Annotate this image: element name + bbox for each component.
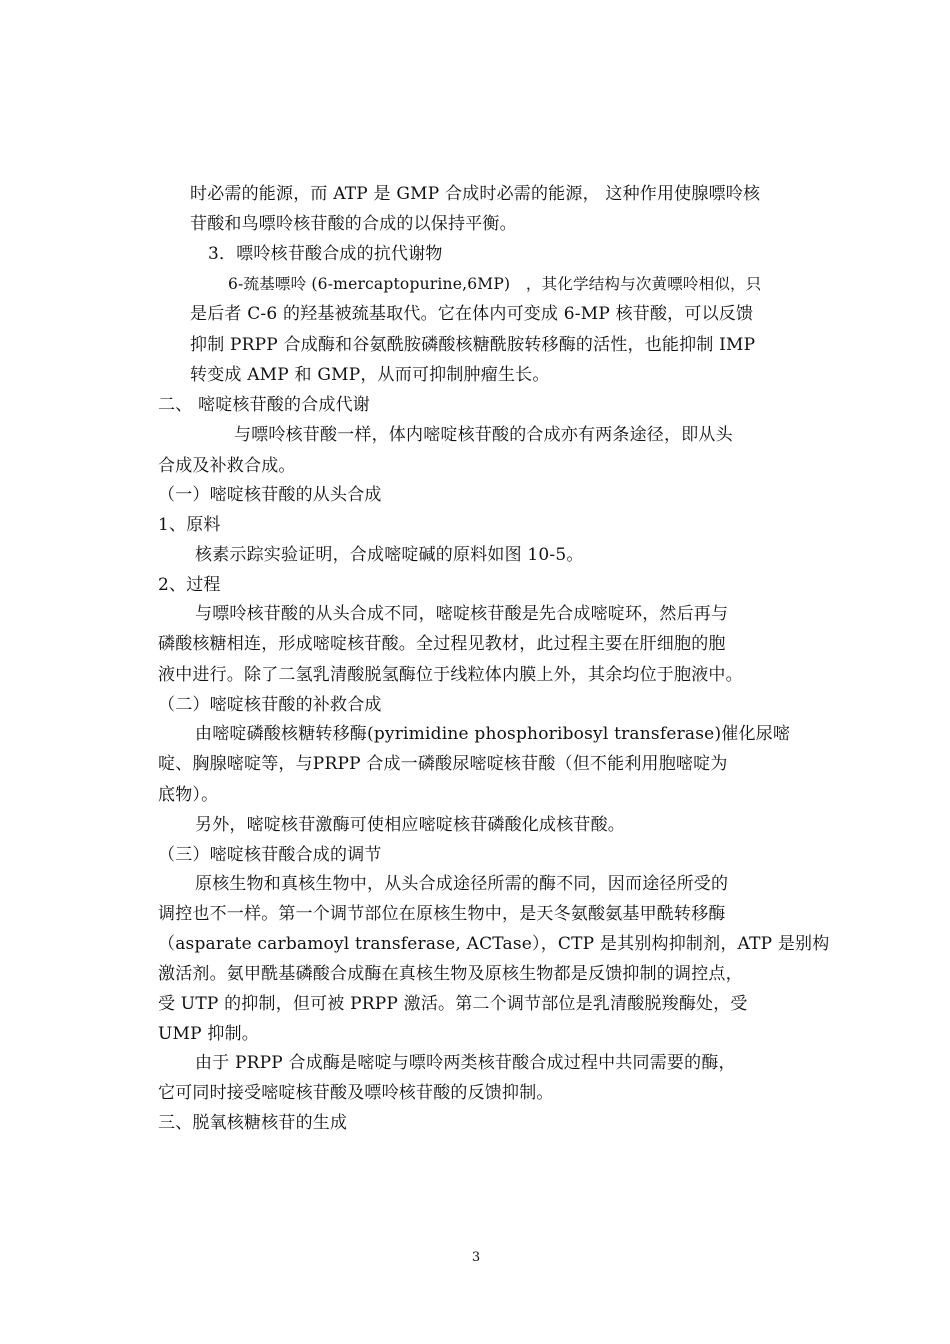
subsection-heading: （二）嘧啶核苷酸的补救合成 [158, 695, 382, 715]
text-line: 受 UTP 的抑制，但可被 PRPP 激活。第二个调节部位是乳清酸脱羧酶处，受 [158, 994, 748, 1014]
text-line: 时必需的能源，而 ATP 是 GMP 合成时必需的能源， 这种作用使腺嘌呤核 [190, 184, 761, 204]
text-line: UMP 抑制。 [158, 1024, 259, 1044]
text-line: 与嘌呤核苷酸一样，体内嘧啶核苷酸的合成亦有两条途径，即从头 [234, 425, 733, 445]
text-line: 它可同时接受嘧啶核苷酸及嘌呤核苷酸的反馈抑制。 [158, 1083, 554, 1103]
text-line: 与嘌呤核苷酸的从头合成不同，嘧啶核苷酸是先合成嘧啶环，然后再与 [195, 604, 729, 624]
subsection-heading: （三）嘧啶核苷酸合成的调节 [158, 845, 382, 865]
text-line: 核素示踪实验证明，合成嘧啶碱的原料如图 10-5。 [195, 545, 584, 565]
subsection-heading: 1、原料 [158, 515, 221, 535]
text-line: 磷酸核糖相连，形成嘧啶核苷酸。全过程见教材，此过程主要在肝细胞的胞 [158, 634, 726, 654]
text-line: 调控也不一样。第一个调节部位在原核生物中，是天冬氨酸氨基甲酰转移酶 [158, 904, 726, 924]
text-line: 是后者 C-6 的羟基被巯基取代。它在体内可变成 6-MP 核苷酸，可以反馈 [190, 304, 754, 324]
text-line: 由于 PRPP 合成酶是嘧啶与嘌呤两类核苷酸合成过程中共同需要的酶， [195, 1053, 736, 1073]
text-line: 由嘧啶磷酸核糖转移酶(pyrimidine phosphoribosyl transferase)催化尿嘧 [195, 724, 791, 744]
text-line: 苷酸和鸟嘌呤核苷酸的合成的以保持平衡。 [190, 214, 517, 234]
section-heading: 3．嘌呤核苷酸合成的抗代谢物 [208, 244, 443, 264]
text-line: 原核生物和真核生物中，从头合成途径所需的酶不同，因而途径所受的 [195, 874, 729, 894]
text-line: 抑制 PRPP 合成酶和谷氨酰胺磷酸核糖酰胺转移酶的活性，也能抑制 IMP [190, 335, 756, 355]
text-line: 激活剂。氨甲酰基磷酸合成酶在真核生物及原核生物都是反馈抑制的调控点， [158, 964, 743, 984]
section-heading: 二、 嘧啶核苷酸的合成代谢 [158, 395, 371, 415]
text-line: 底物）。 [158, 785, 219, 805]
text-line: 液中进行。除了二氢乳清酸脱氢酶位于线粒体内膜上外，其余均位于胞液中。 [158, 665, 743, 685]
page-number: 3 [471, 1250, 481, 1265]
subsection-heading: 2、过程 [158, 575, 221, 595]
text-line: 另外，嘧啶核苷激酶可使相应嘧啶核苷磷酸化成核苷酸。 [195, 815, 625, 835]
text-line: 转变成 AMP 和 GMP，从而可抑制肿瘤生长。 [190, 365, 550, 385]
subsection-heading: （一）嘧啶核苷酸的从头合成 [158, 485, 382, 505]
text-line: 啶、胸腺嘧啶等，与PRPP 合成一磷酸尿嘧啶核苷酸（但不能利用胞嘧啶为 [158, 754, 728, 774]
text-line: 6-巯基嘌呤 (6-mercaptopurine,6MP) ，其化学结构与次黄嘌呤相似，只 [228, 275, 762, 293]
text-line: 合成及补救合成。 [158, 456, 296, 476]
text-line: （asparate carbamoyl transferase, ACTase），CTP 是其别构抑制剂，ATP 是别构 [158, 934, 830, 954]
section-heading: 三、脱氧核糖核苷的生成 [158, 1113, 348, 1133]
